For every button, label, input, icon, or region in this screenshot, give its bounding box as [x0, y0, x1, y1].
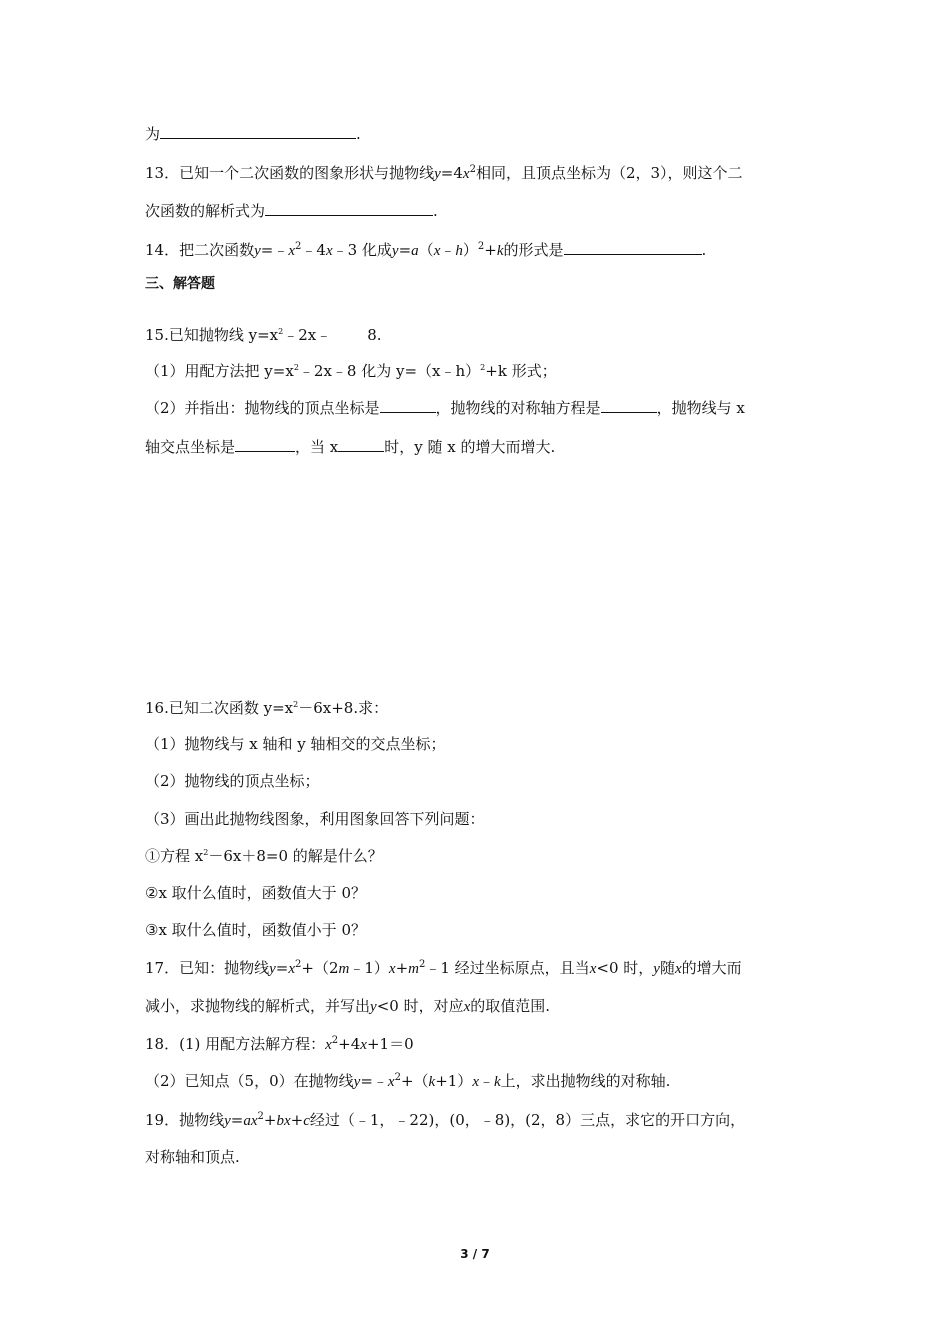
- question-16-title: 16.已知二次函数 $y=x^2-6x+8$.求：: [145, 699, 389, 717]
- question-16-case2: ②x 取什么值时，函数值大于 0？: [145, 884, 366, 902]
- question-13-line1: 13．已知一个二次函数的图象形状与抛物线$y=4x^2$相同，且顶点坐标为（2，3），则这个二: [145, 164, 743, 182]
- q12-tail: 为 .: [145, 125, 361, 143]
- answer-blank[interactable]: [160, 124, 356, 139]
- question-15-part2-cont: 轴交点坐标是 ，当 x 时，y 随 x 的增大而增大.: [145, 438, 556, 456]
- answer-blank[interactable]: [601, 398, 657, 413]
- question-19-line1: 19．抛物线$y=ax^2+bx+c$经过（﹣1，﹣22)，(0，﹣8)，(2，8）三点，求它的开口方向，: [145, 1111, 746, 1129]
- question-18-part1: 18．(1) 用配方法解方程：$x^2+4x+1=0$: [145, 1035, 414, 1053]
- answer-blank[interactable]: [564, 240, 702, 255]
- question-15-part2: （2）并指出：抛物线的顶点坐标是 ，抛物线的对称轴方程是 ，抛物线与 x: [145, 399, 745, 417]
- answer-blank[interactable]: [265, 201, 433, 216]
- answer-blank[interactable]: [338, 437, 384, 452]
- question-15-title: 15.已知抛物线 $y=x^2﹣2x﹣$ 8.: [145, 326, 382, 344]
- question-16-case3: ③x 取什么值时，函数值小于 0？: [145, 921, 366, 939]
- question-13-line2: 次函数的解析式为 .: [145, 202, 438, 220]
- page-number: 3 / 7: [460, 1247, 490, 1261]
- answer-blank[interactable]: [380, 398, 436, 413]
- question-16-case1: ①方程 $x^2-6x+8=0$ 的解是什么？: [145, 847, 383, 865]
- answer-blank[interactable]: [235, 437, 295, 452]
- section-heading: 三、解答题: [145, 276, 215, 292]
- question-16-sub3: （3）画出此抛物线图象，利用图象回答下列问题：: [145, 810, 485, 828]
- question-17-line1: 17．已知：抛物线$y=x^2+(2m﹣1)x+m^2﹣1$ 经过坐标原点，且当x<0 时，y随x的增大而: [145, 959, 742, 977]
- question-16-sub1: （1）抛物线与 x 轴和 y 轴相交的交点坐标；: [145, 735, 446, 753]
- question-19-line2: 对称轴和顶点.: [145, 1148, 240, 1166]
- question-18-part2: （2）已知点（5，0）在抛物线$y=﹣x^2+(k+1)x﹣k$上，求出抛物线的对称轴.: [145, 1072, 671, 1090]
- question-14: 14．把二次函数$y=﹣x^2﹣4x﹣3$ 化成y=a（x﹣h）$^2$+k的形式是 .: [145, 241, 707, 259]
- question-15-part1: （1）用配方法把 $y=x^2﹣2x﹣8$ 化为 y=（x﹣h）$^2$+k 形式；: [145, 362, 557, 380]
- question-17-line2: 减小，求抛物线的解析式，并写出y<0 时，对应x的取值范围.: [145, 997, 551, 1015]
- question-16-sub2: （2）抛物线的顶点坐标；: [145, 772, 320, 790]
